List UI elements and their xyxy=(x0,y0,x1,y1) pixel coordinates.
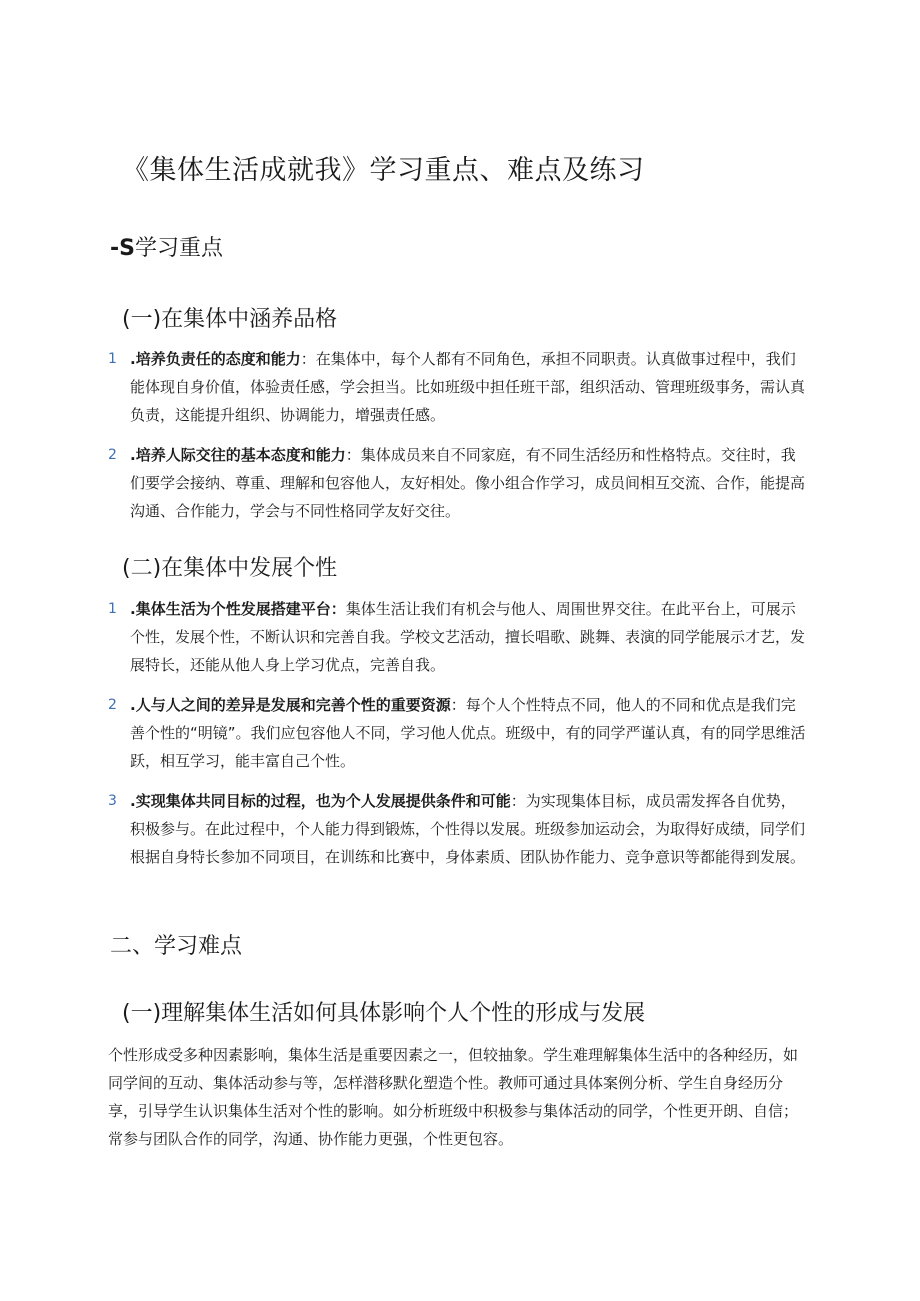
subsection-heading-personality: (二)在集体中发展个性 xyxy=(122,556,338,581)
list-number: 1 xyxy=(108,351,117,367)
item-lead: .人与人之间的差异是发展和完善个性的重要资源 xyxy=(130,696,451,714)
list-character xyxy=(108,345,808,525)
section-prefix: -S xyxy=(110,236,135,261)
document-title: 《集体生活成就我》学习重点、难点及练习 xyxy=(122,155,645,186)
item-text: 集体生活让我们有机会与他人、周围世界交往。在此平台上，可展示个性，发展个性，不断认识和完善自我。学校文艺活动，擅长唱歌、跳舞、表演的同学能展示才艺，发展特长，还能从他人身上学习优点，完善自我。 xyxy=(130,600,806,674)
subsection-heading-character: (一)在集体中涵养品格 xyxy=(122,307,338,332)
item-lead: .培养人际交往的基本态度和能力 xyxy=(130,446,346,464)
list-item xyxy=(108,691,808,775)
section-heading-key-points xyxy=(110,231,223,262)
list-number: 3 xyxy=(108,793,117,809)
paragraph-difficulty: 个性形成受多种因素影响，集体生活是重要因素之一，但较抽象。学生难理解集体生活中的各种经历，如同学间的互动、集体活动参与等，怎样潜移默化塑造个性。教师可通过具体案例分析、学生自身经历分享，引导学生认识集体生活对个性的影响。如分析班级中积极参与集体活动的同学，个性更开朗、自信；常参与团队合作的同学，沟通、协作能力更强，个性更包容。 xyxy=(108,1046,799,1148)
list-item xyxy=(108,787,808,871)
list-item xyxy=(108,595,808,679)
item-text: ：每个人个性特点不同，他人的不同和优点是我们完善个性的“明镜”。我们应包容他人不同，学习他人优点。班级中，有的同学严谨认真，有的同学思维活跃，相互学习，能丰富自己个性。 xyxy=(130,696,806,770)
item-text: ：为实现集体目标，成员需发挥各自优势，积极参与。在此过程中，个人能力得到锻炼，个性得以发展。班级参加运动会，为取得好成绩，同学们根据自身特长参加不同项目，在训练和比赛中，身体素质、团队协作能力、竞争意识等都能得到发展。 xyxy=(130,792,806,866)
item-text: ：在集体中，每个人都有不同角色，承担不同职责。认真做事过程中，我们能体现自身价值，体验责任感，学会担当。比如班级中担任班干部，组织活动、管理班级事务，需认真负责，这能提升组织、协调能力，增强责任感。 xyxy=(130,350,806,424)
section-heading-difficulties: 二、学习难点 xyxy=(110,934,243,959)
list-number: 2 xyxy=(108,447,117,463)
list-number: 1 xyxy=(108,601,117,617)
list-item xyxy=(108,441,808,525)
list-item xyxy=(108,345,808,429)
section-heading-text: 学习重点 xyxy=(134,236,223,261)
item-lead: .培养负责任的态度和能力 xyxy=(130,350,301,368)
item-lead: .实现集体共同目标的过程，也为个人发展提供条件和可能 xyxy=(130,792,511,810)
subsection-heading-understanding: (一)理解集体生活如何具体影响个人个性的形成与发展 xyxy=(122,1001,646,1026)
list-personality xyxy=(108,595,808,871)
item-lead: .集体生活为个性发展搭建平台： xyxy=(130,600,346,618)
item-text: ：集体成员来自不同家庭，有不同生活经历和性格特点。交往时，我们要学会接纳、尊重、理解和包容他人，友好相处。像小组合作学习，成员间相互交流、合作，能提高沟通、合作能力，学会与不同性格同学友好交往。 xyxy=(130,446,806,520)
list-number: 2 xyxy=(108,697,117,713)
